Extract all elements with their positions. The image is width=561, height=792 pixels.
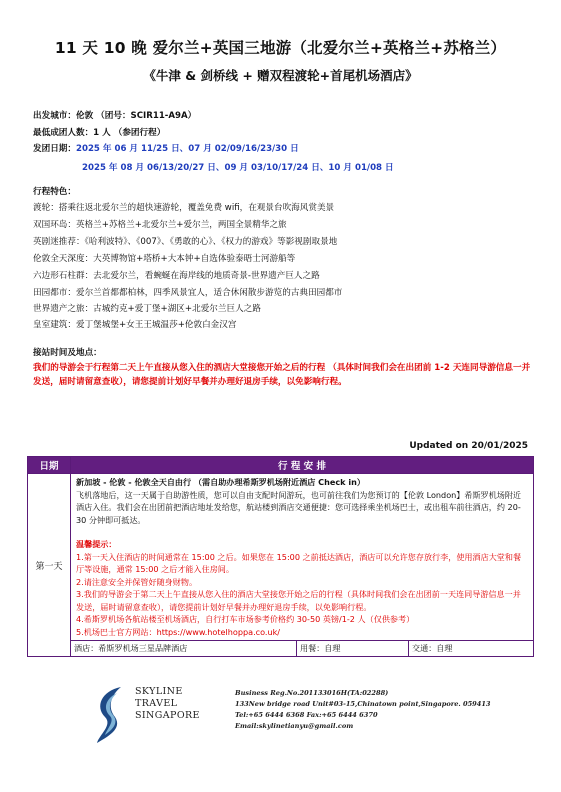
page-subtitle: 《牛津 & 剑桥线 + 赠双程渡轮+首尾机场酒店》	[143, 68, 418, 83]
updated-date: Updated on 20/01/2025	[409, 441, 528, 451]
swirl-logo-icon	[93, 685, 133, 745]
min-group-label: 最低成团人数：	[33, 128, 94, 138]
logo-text-line: SINGAPORE	[135, 710, 200, 721]
business-reg: Business Reg.No.201133016H(TA:02288)	[235, 689, 389, 697]
feature-item: 世界遗产之旅：古城约克+爱丁堡+湖区+北爱尔兰巨人之路	[33, 304, 261, 314]
column-header-plan: 行 程 安 排	[71, 457, 534, 474]
departure-value: 伦敦 （团号：SCIR11-A9A）	[75, 111, 197, 121]
page-title: 11 天 10 晚 爱尔兰+英国三地游（北爱尔兰+英格兰+苏格兰）	[54, 39, 507, 57]
meal-label: 用餐：	[300, 643, 325, 653]
itinerary-table	[27, 456, 534, 657]
tip-link[interactable]: 5.机场巴士官方网站：https://www.hotelhoppa.co.uk/	[76, 626, 281, 637]
min-group-row	[33, 127, 165, 139]
day-footer-row	[28, 641, 534, 657]
dates-line-1: 2025 年 06 月 11/25 日、07 月 02/09/16/23/30 日	[75, 144, 299, 154]
segment-title: 新加坡 - 伦敦 - 伦敦全天自由行 （需自助办理希斯罗机场附近酒店 Check in）	[76, 477, 365, 487]
feature-item: 双国环岛：英格兰+苏格兰+北爱尔兰+爱尔兰，两国全景精华之旅	[33, 220, 287, 230]
logo-text-line: TRAVEL	[135, 698, 178, 709]
dates-line-2: 2025 年 08 月 06/13/20/27 日、09 月 03/10/17/24 日、10 月 01/08 日	[82, 163, 394, 173]
column-header-day: 日期	[28, 457, 71, 474]
feature-item: 六边形石柱群：去北爱尔兰，看蜿蜒在海岸线的地质奇景-世界遗产巨人之路	[33, 271, 320, 281]
contact-text: 我们的导游会于行程第二天上午直接从您入住的酒店大堂接您开始之后的行程 （具体时间我们会在出团前 1-2 天连同导游信息一并发送，届时请留意查收），请您提前计划好早餐并办理好退房手续，以免影响行程。	[33, 363, 531, 387]
transport-label: 交通：	[412, 643, 437, 653]
hotel-cell	[71, 641, 297, 657]
logo-text-line: SKYLINE	[135, 686, 183, 697]
departure-label: 出发城市：	[33, 111, 76, 121]
dates-row	[33, 143, 299, 155]
contact-title: 接站时间及地点：	[33, 348, 102, 358]
day-description: 飞机落地后，这一天属于自助游性质，您可以自由支配时间游玩，也可前往我们为您预订的【伦敦 London】希斯罗机场附近酒店入住。我们会在出团前把酒店地址发给您，航站楼到酒店交通便捷：您可选择乘坐机场巴士，或出租车前往酒店，约 20-30 分钟即可抵达。	[76, 489, 522, 525]
day-label: 第一天	[28, 474, 71, 657]
tip-item: 3.我们的导游会于第二天上午直接从您入住的酒店大堂接您开始之后的行程（具体时间我们会在出团前一天连同导游信息一并发送，届时请留意查收），请您提前计划好早餐并办理好退房手续，以免影响行程。	[76, 589, 521, 612]
transport-value: 自理	[436, 643, 453, 653]
transport-cell	[409, 641, 534, 657]
hotel-value: 希斯罗机场三星品牌酒店	[98, 643, 188, 653]
feature-item: 田园都市：爱尔兰首都都柏林，四季风景宜人，适合休闲散步游览的古典田园都市	[33, 288, 343, 298]
table-row	[28, 474, 534, 641]
company-phone: Tel:+65 6444 6368 Fax:+65 6444 6370	[235, 711, 378, 719]
tip-item: 1.第一天入住酒店的时间通常在 15:00 之后。如果您在 15:00 之前抵达酒店，酒店可以允许您存放行李，使用酒店大堂和餐厅等设施，通常 15:00 之后才能入住房间。	[76, 551, 522, 574]
feature-item: 皇室建筑：爱丁堡城堡+女王王城温莎+伦敦白金汉宫	[33, 320, 237, 330]
feature-item: 伦敦全天深度：大英博物馆+塔桥+大本钟+自选体验泰晤士河游船等	[33, 254, 296, 264]
hotel-label: 酒店：	[74, 643, 99, 653]
min-group-value: 1 人 （参团行程）	[93, 128, 166, 138]
departure-row	[33, 110, 196, 122]
meal-cell	[297, 641, 409, 657]
feature-item: 渡轮：搭乘往返北爱尔兰的超快速游轮，覆盖免费 wifi，在观景台吹海风赏美景	[33, 203, 335, 213]
meal-value: 自理	[324, 643, 341, 653]
company-logo	[93, 685, 243, 745]
table-header-row	[28, 457, 534, 474]
dates-label: 发团日期：	[33, 144, 76, 154]
tips-title: 温馨提示：	[76, 539, 117, 549]
tip-item: 2.请注意安全并保管好随身财物。	[76, 576, 198, 587]
company-email[interactable]: Email:skylinetianyu@gmail.com	[235, 722, 354, 730]
day-content	[71, 474, 534, 641]
tip-item: 4.希斯罗机场各航站楼至机场酒店，自行打车市场参考价格约 30-50 英镑/1-2 人（仅供参考）	[76, 614, 415, 624]
features-title: 行程特色：	[33, 187, 76, 197]
company-address: 133New bridge road Unit#03-15,Chinatown point,Singapore. 059413	[235, 700, 491, 708]
company-info	[235, 688, 491, 732]
feature-item: 英剧迷推荐：《哈利波特》、《007》、《勇敢的心》、《权力的游戏》等影视剧取景地	[33, 237, 338, 247]
